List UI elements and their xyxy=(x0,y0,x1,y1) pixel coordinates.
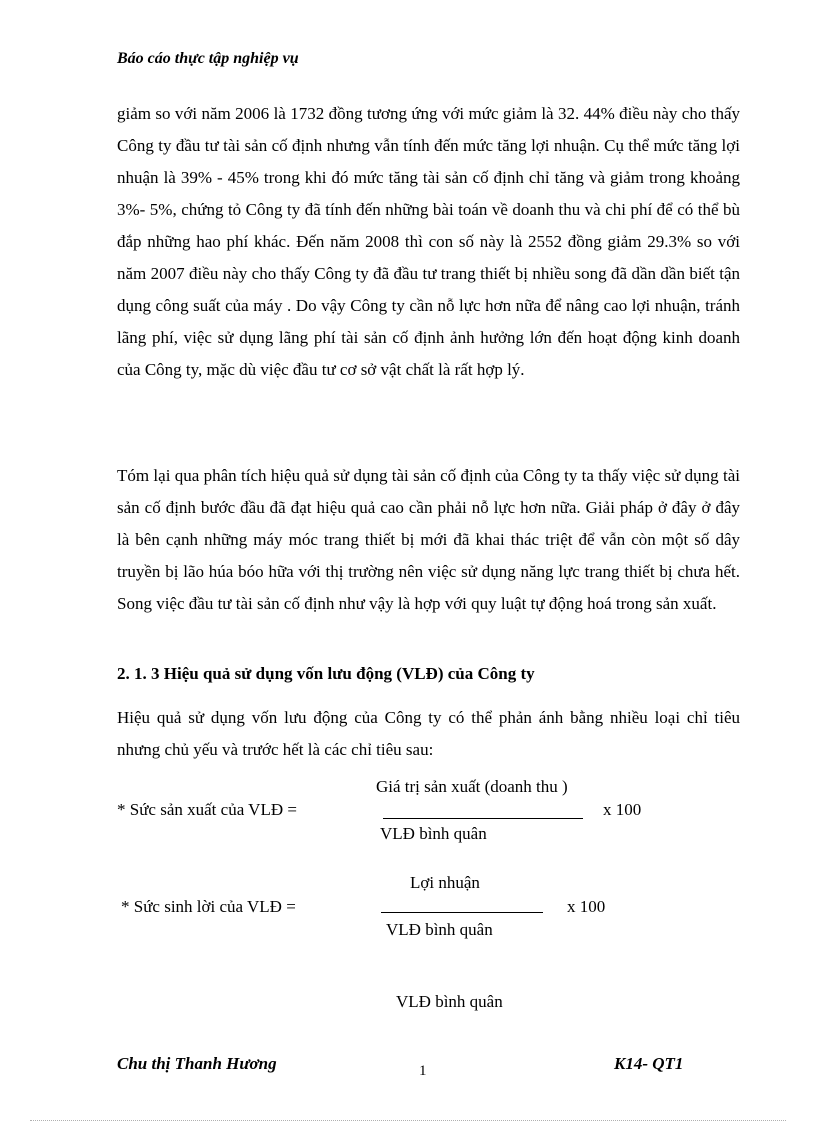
paragraph-conclusion: Tóm lại qua phân tích hiệu quả sử dụng tài sản cố định của Công ty ta thấy việc sử dụng tài sản cố định bước đầu đã đạt hiệu quả cao cần phải nỗ lực hơn nữa. Giải pháp ở đây ở đây là bên cạnh những máy móc trang thiết bị mới đã khai thác triệt để vẫn còn một số dây truyền bị lão húa bóo hữa với thị trường nên việc sử dụng năng lực trang thiết bị chưa hết. Song việc đầu tư tài sản cố định như vậy là hợp với quy luật tự động hoá trong sản xuất. xyxy=(117,466,740,613)
formula-denominator: VLĐ bình quân xyxy=(386,920,493,939)
document-header-title: Báo cáo thực tập nghiệp vụ xyxy=(117,50,299,67)
formula-multiplier: x 100 xyxy=(603,800,642,819)
fraction-line xyxy=(383,818,583,819)
fraction-line xyxy=(381,912,543,913)
page-number: 1 xyxy=(419,1063,427,1079)
footer-author: Chu thị Thanh Hương xyxy=(117,1054,277,1073)
section-heading: 2. 1. 3 Hiệu quả sử dụng vốn lưu động (VLĐ) của Công ty xyxy=(117,664,535,683)
formula-multiplier: x 100 xyxy=(567,897,606,916)
formula-denominator: VLĐ bình quân xyxy=(380,824,487,843)
page-border-dotted xyxy=(30,1120,786,1121)
paragraph-indicators-intro: Hiệu quả sử dụng vốn lưu động của Công ty có thể phản ánh bằng nhiều loại chỉ tiêu nhưng chủ yếu và trước hết là các chỉ tiêu sau: xyxy=(117,708,740,759)
formula-label: * Sức sản xuất của VLĐ = xyxy=(117,800,297,819)
formula-numerator: Lợi nhuận xyxy=(410,873,480,892)
formula-numerator: Giá trị sản xuất (doanh thu ) xyxy=(376,777,568,796)
paragraph-fixed-asset-analysis: giảm so với năm 2006 là 1732 đồng tương ứng với mức giảm là 32. 44% điều này cho thấy Công ty đầu tư tài sản cố định nhưng vẫn tính đến mức tăng lợi nhuận. Cụ thể mức tăng lợi nhuận là 39% - 45% trong khi đó mức tăng tài sản cố định chỉ tăng và giảm trong khoảng 3%- 5%, chứng tỏ Công ty đã tính đến những bài toán về doanh thu và chi phí để có thể bù đắp những hao phí khác. Đến năm 2008 thì con số này là 2552 đồng giảm 29.3% so với năm 2007 điều này cho thấy Công ty đã đầu tư trang thiết bị nhiều song đã dần dần biết tận dụng công suất của máy . Do vậy Công ty cần nỗ lực hơn nữa để nâng cao lợi nhuận, tránh lãng phí, việc sử dụng lãng phí tài sản cố định ảnh hưởng lớn đến hoạt động kinh doanh của Công ty, mặc dù việc đầu tư cơ sở vật chất là rất hợp lý. xyxy=(117,104,740,379)
formula-denominator-continued: VLĐ bình quân xyxy=(396,992,503,1011)
footer-class-code: K14- QT1 xyxy=(614,1054,684,1073)
formula-label: * Sức sinh lời của VLĐ = xyxy=(121,897,296,916)
